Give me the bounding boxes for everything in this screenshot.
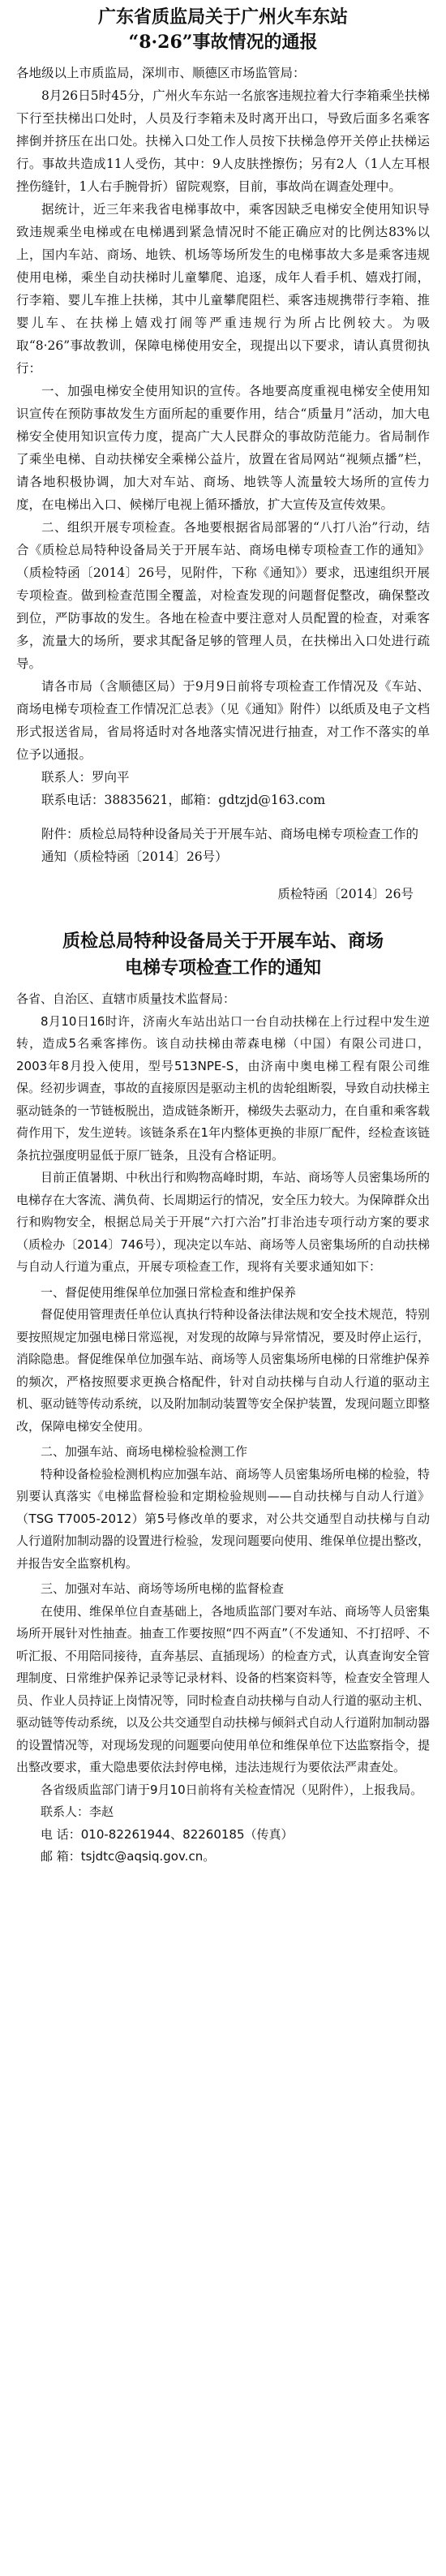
notice2-title bbox=[16, 928, 430, 982]
notice1-title-line2: “8·26”事故情况的通报 bbox=[128, 32, 318, 53]
notice2-title-line2: 电梯专项检查工作的通知 bbox=[124, 957, 321, 978]
notice1-paragraph: 一、加强电梯安全使用知识的宣传。各地要高度重视电梯安全使用知识宣传在预防事故发生方面所起的重要作用，结合“质量月”活动，加大电梯安全使用知识宣传力度，提高广大人民群众的事故防范能力。省局制作了乘坐电梯、自动扶梯安全乘梯公益片，放置在省局网站“视频点播”栏，请各地积极协调，加大对车站、商场、地铁等人流量较大场所的宣传力度，在电梯出入口、候梯厅电视上循环播放，扩大宣传及宣传效果。 bbox=[16, 384, 430, 512]
notice2-section-heading: 三、加强对车站、商场等场所电梯的监督检查 bbox=[41, 1581, 285, 1596]
notice1-paragraph: 请各市局（含顺德区局）于9月9日前将专项检查工作情况及《车站、商场电梯专项检查工作情况汇总表》（见《通知》附件）以纸质及电子文档形式报送省局，省局将适时对各地落实情况进行抽查，对工作不落实的单位予以通报。 bbox=[16, 679, 430, 762]
notice2-paragraph: 8月10日16时许，济南火车站出站口一台自动扶梯在上行过程中发生逆转，造成5名乘客摔伤。该自动扶梯由蒂森电梯（中国）有限公司进口，2003年8月投入使用，型号513NPE-S，由济南中奥电梯工程有限公司维保。经初步调查，事故的直接原因是驱动主机的齿轮组断裂，导致自动扶梯主驱动链条的一节链板脱出，造成链条断开，梯级失去驱动力，在自重和乘客载荷作用下，发生逆转。该链条系在1年内整体更换的非原厂配件，经检查该链条抗拉强度明显低于原厂链条，且没有合格证明。 bbox=[16, 1013, 431, 1163]
notice1-attachment: 附件：质检总局特种设备局关于开展车站、商场电梯专项检查工作的通知（质检特函〔2014〕26号） bbox=[41, 827, 419, 864]
notice2-section-heading: 二、加强车站、商场电梯检验检测工作 bbox=[41, 1444, 248, 1459]
notice2-addressee: 各省、自治区、直辖市质量技术监督局： bbox=[16, 991, 236, 1006]
notice2-paragraph: 在使用、维保单位自查基础上，各地质监部门要对车站、商场等人员密集场所开展针对性抽查。抽查工作要按照“四不两直”（不发通知、不打招呼、不听汇报、不用陪同接待，直奔基层、直插现场）的检查方式，认真查询安全管理制度、日常维护保养记录等记录材料、设备的档案资料等，检查安全管理人员、作业人员持证上岗情况等，同时检查自动扶梯与自动人行道的驱动主机、驱动链等传动系统，以及公共交通型自动扶梯与倾斜式自动人行道附加制动器的设置情况等，对现场发现的问题要向使用单位和维保单位下达监察指令，提出整改要求，重大隐患要依法封停电梯，违法违规行为要依法严肃查处。 bbox=[16, 1603, 431, 1774]
notice1-title-line1: 广东省质监局关于广州火车东站 bbox=[97, 6, 348, 28]
notice1-contact-phone: 联系电话：38835621，邮箱：gdtzjd@163.com bbox=[41, 793, 326, 807]
notice2-contact-email: 邮 箱：tsjdtc@aqsiq.gov.cn。 bbox=[41, 1849, 216, 1864]
notice2-contact bbox=[16, 1801, 430, 1869]
notice1-addressee: 各地级以上市质监局，深圳市、顺德区市场监管局： bbox=[16, 66, 306, 80]
notice2-paragraph: 督促使用管理责任单位认真执行特种设备法律法规和安全技术规范，特别要按照规定加强电梯日常巡视，对发现的故障与异常情况，要及时停止运行，消除隐患。督促维保单位加强车站、商场等人员密集场所电梯的日常维护保养的频次，严格按照要求更换合格配件，针对自动扶梯与自动人行道的驱动主机、驱动链等传动系统，以及附加制动装置等安全保护装置，发现问题立即整改，保障电梯安全使用。 bbox=[16, 1307, 431, 1434]
notice2-contact-person: 联系人：李赵 bbox=[41, 1804, 114, 1819]
notice2-paragraph: 特种设备检验检测机构应加强车站、商场等人员密集场所电梯的检验，特别要认真落实《电梯监督检验和定期检验规则——自动扶梯与自动人行道》（TSG T7005-2012）第5号修改单的要求，对公共交通型自动扶梯与自动人行道附加制动器的设置进行检验，发现问题要向使用、维保单位提出整改，并报告安全监察机构。 bbox=[16, 1466, 431, 1571]
notice1-paragraph: 据统计，近三年来我省电梯事故中，乘客因缺乏电梯安全使用知识导致违规乘坐电梯或在电梯遇到紧急情况时不能正确应对的比例达83%以上，国内车站、商场、地铁、机场等场所发生的电梯事故大多是乘客违规使用电梯，乘坐自动扶梯时儿童攀爬、追逐，成年人看手机、嬉戏打闹，行李箱、婴儿车推上扶梯，其中儿童攀爬阻栏、乘客违规携带行李箱、推婴儿车、在扶梯上嬉戏打闹等严重违规行为所占比例较大。为吸取“8·26”事故教训，保障电梯使用安全，现提出以下要求，请认真贯彻执行： bbox=[16, 202, 430, 376]
notice1-paragraph: 二、组织开展专项检查。各地要根据省局部署的“八打八治”行动，结合《质检总局特种设备局关于开展车站、商场电梯专项检查工作的通知》（质检特函〔2014〕26号，见附件，下称《通知》）要求，迅速组织开展专项检查。做到检查范围全覆盖，对检查发现的问题督促整改，确保整改到位，严防事故的发生。各地在检查中要注意对人员配置的检查，对乘客多，流量大的场所，要求其配备足够的管理人员，在扶梯出入口处进行疏导。 bbox=[16, 520, 430, 671]
notice1-title bbox=[16, 5, 430, 55]
notice2-paragraph: 目前正值暑期、中秋出行和购物高峰时期，车站、商场等人员密集场所的电梯存在大客流、满负荷、长周期运行的情况，安全压力较大。为保障群众出行和购物安全，根据总局关于开展“六打六治”打非治违专项行动方案的要求（质检办〔2014〕746号），现决定以车站、商场等人员密集场所的自动扶梯与自动人行道为重点，开展专项检查工作，现将有关要求通知如下： bbox=[16, 1170, 431, 1274]
notice1-contact bbox=[16, 766, 430, 811]
notice2-section-heading: 一、督促使用维保单位加强日常检查和维护保养 bbox=[41, 1284, 297, 1300]
notice1-doc-number: 质检特函〔2014〕26号 bbox=[277, 887, 414, 901]
notice-guangdong bbox=[16, 5, 430, 905]
notice2-title-line1: 质检总局特种设备局关于开展车站、商场 bbox=[62, 931, 384, 952]
notice2-contact-phone: 电 话：010-82261944、82260185（传真） bbox=[41, 1826, 294, 1842]
notice2-paragraph: 各省级质监部门请于9月10日前将有关检查情况（见附件），上报我局。 bbox=[41, 1782, 423, 1797]
notice1-contact-person: 联系人：罗向平 bbox=[41, 770, 130, 785]
notice-aqsiq bbox=[16, 928, 430, 1869]
notice1-paragraph: 8月26日5时45分，广州火车东站一名旅客违规拉着大行李箱乘坐扶梯下行至扶梯出口处时，人员及行李箱未及时离开出口，导致后面多名乘客摔倒并挤压在出口处。扶梯入口处工作人员按下扶梯急停开关停止扶梯运行。事故共造成11人受伤，其中：9人皮肤挫擦伤；另有2人（1人左耳根挫伤缝针，1人右手腕骨折）留院观察，目前，事故尚在调查处理中。 bbox=[16, 88, 430, 194]
